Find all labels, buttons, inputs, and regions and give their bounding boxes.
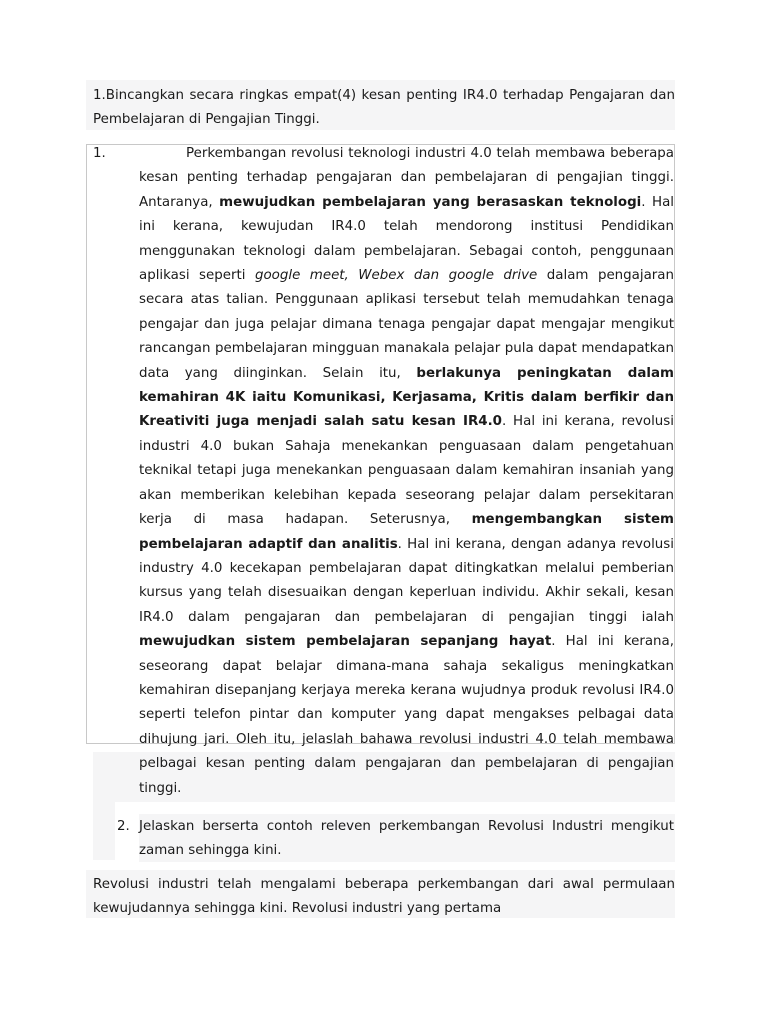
paragraph3-text: Revolusi industri telah mengalami beberapa perkembangan dari awal permulaan kewujudannya sehingga kini. Revolusi industri yang pertama [93,877,675,917]
answer1-part-0: Perkembangan revolusi teknologi industri 4.0 telah membawa beberapa kesan penting terhadap pengajaran dan pembelajaran di pengajian tinggi. Antaranya, [139,146,674,210]
answer1-bold-9: mewujudkan sistem pembelajaran sepanjang hayat [139,634,552,650]
answer1-bold-7: mengembangkan sistem pembelajaran adaptif dan analitis [139,512,674,552]
shade-question2 [93,802,115,860]
answer1-text [139,142,674,801]
answer1-part-8: . Hal ini kerana, dengan adanya revolusi industry 4.0 kecekapan pembelajaran dapat ditingkatkan melalui pemberian kursus yang telah disesuaikan dengan keperluan individu. Akhir sekali, kesan IR4.0 dalam pengajaran dan pembelajaran di pengajian tinggi ialah [139,536,674,625]
answer1-bold-1: mewujudkan pembelajaran yang berasaskan teknologi [219,194,642,210]
answer1-part-2: . Hal ini kerana, kewujudan IR4.0 telah mendorong institusi Pendidikan menggunakan teknologi dalam pembelajaran. Sebagai contoh, penggunaan aplikasi seperti [139,194,674,284]
answer1-italic-3: google meet, Webex dan google drive [254,268,538,284]
answer1-part-4: dalam pengajaran secara atas talian. Penggunaan aplikasi tersebut telah memudahkan tenaga pengajar dan juga pelajar dimana tenaga pengajar dapat mengajar mengikut rancangan pembelajaran mingguan manakala pelajar pula dapat mendapatkan data yang diinginkan. Selain itu, [139,268,675,381]
answer1-bold-5: berlakunya peningkatan dalam kemahiran 4K iaitu Komunikasi, Kerjasama, Kritis dalam berfikir dan Kreativiti juga menjadi salah satu kesan IR4.0 [139,365,674,430]
question2-text: Jelaskan berserta contoh releven perkembangan Revolusi Industri mengikut zaman sehingga kini. [139,819,674,859]
answer1-number: 1. [93,146,106,161]
question1-text: 1.Bincangkan secara ringkas empat(4) kesan penting IR4.0 terhadap Pengajaran dan Pembelajaran di Pengajian Tinggi. [93,88,675,128]
answer1-part-10: . Hal ini kerana, seseorang dapat belajar dimana-mana sahaja sekaligus meningkatkan kemahiran disepanjang kerjaya mereka kerana wujudnya produk revolusi IR4.0 seperti telefon pintar dan komputer yang dapat mengakses pelbagai data dihujung jari. Oleh itu, jelaslah bahawa revolusi industri 4.0 telah membawa pelbagai kesan penting dalam pengajaran dan pembelajaran di pengajian tinggi. [139,634,674,796]
question2-number: 2. [117,819,130,834]
answer1-part-6: . Hal ini kerana, revolusi industri 4.0 bukan Sahaja menekankan penguasaan dalam pengetahuan teknikal tetapi juga menekankan penguasaan dalam kemahiran insaniah yang akan memberikan kelebihan kepada seseorang pelajar dalam persekitaran kerja di masa hadapan. Seterusnya, [139,414,674,528]
